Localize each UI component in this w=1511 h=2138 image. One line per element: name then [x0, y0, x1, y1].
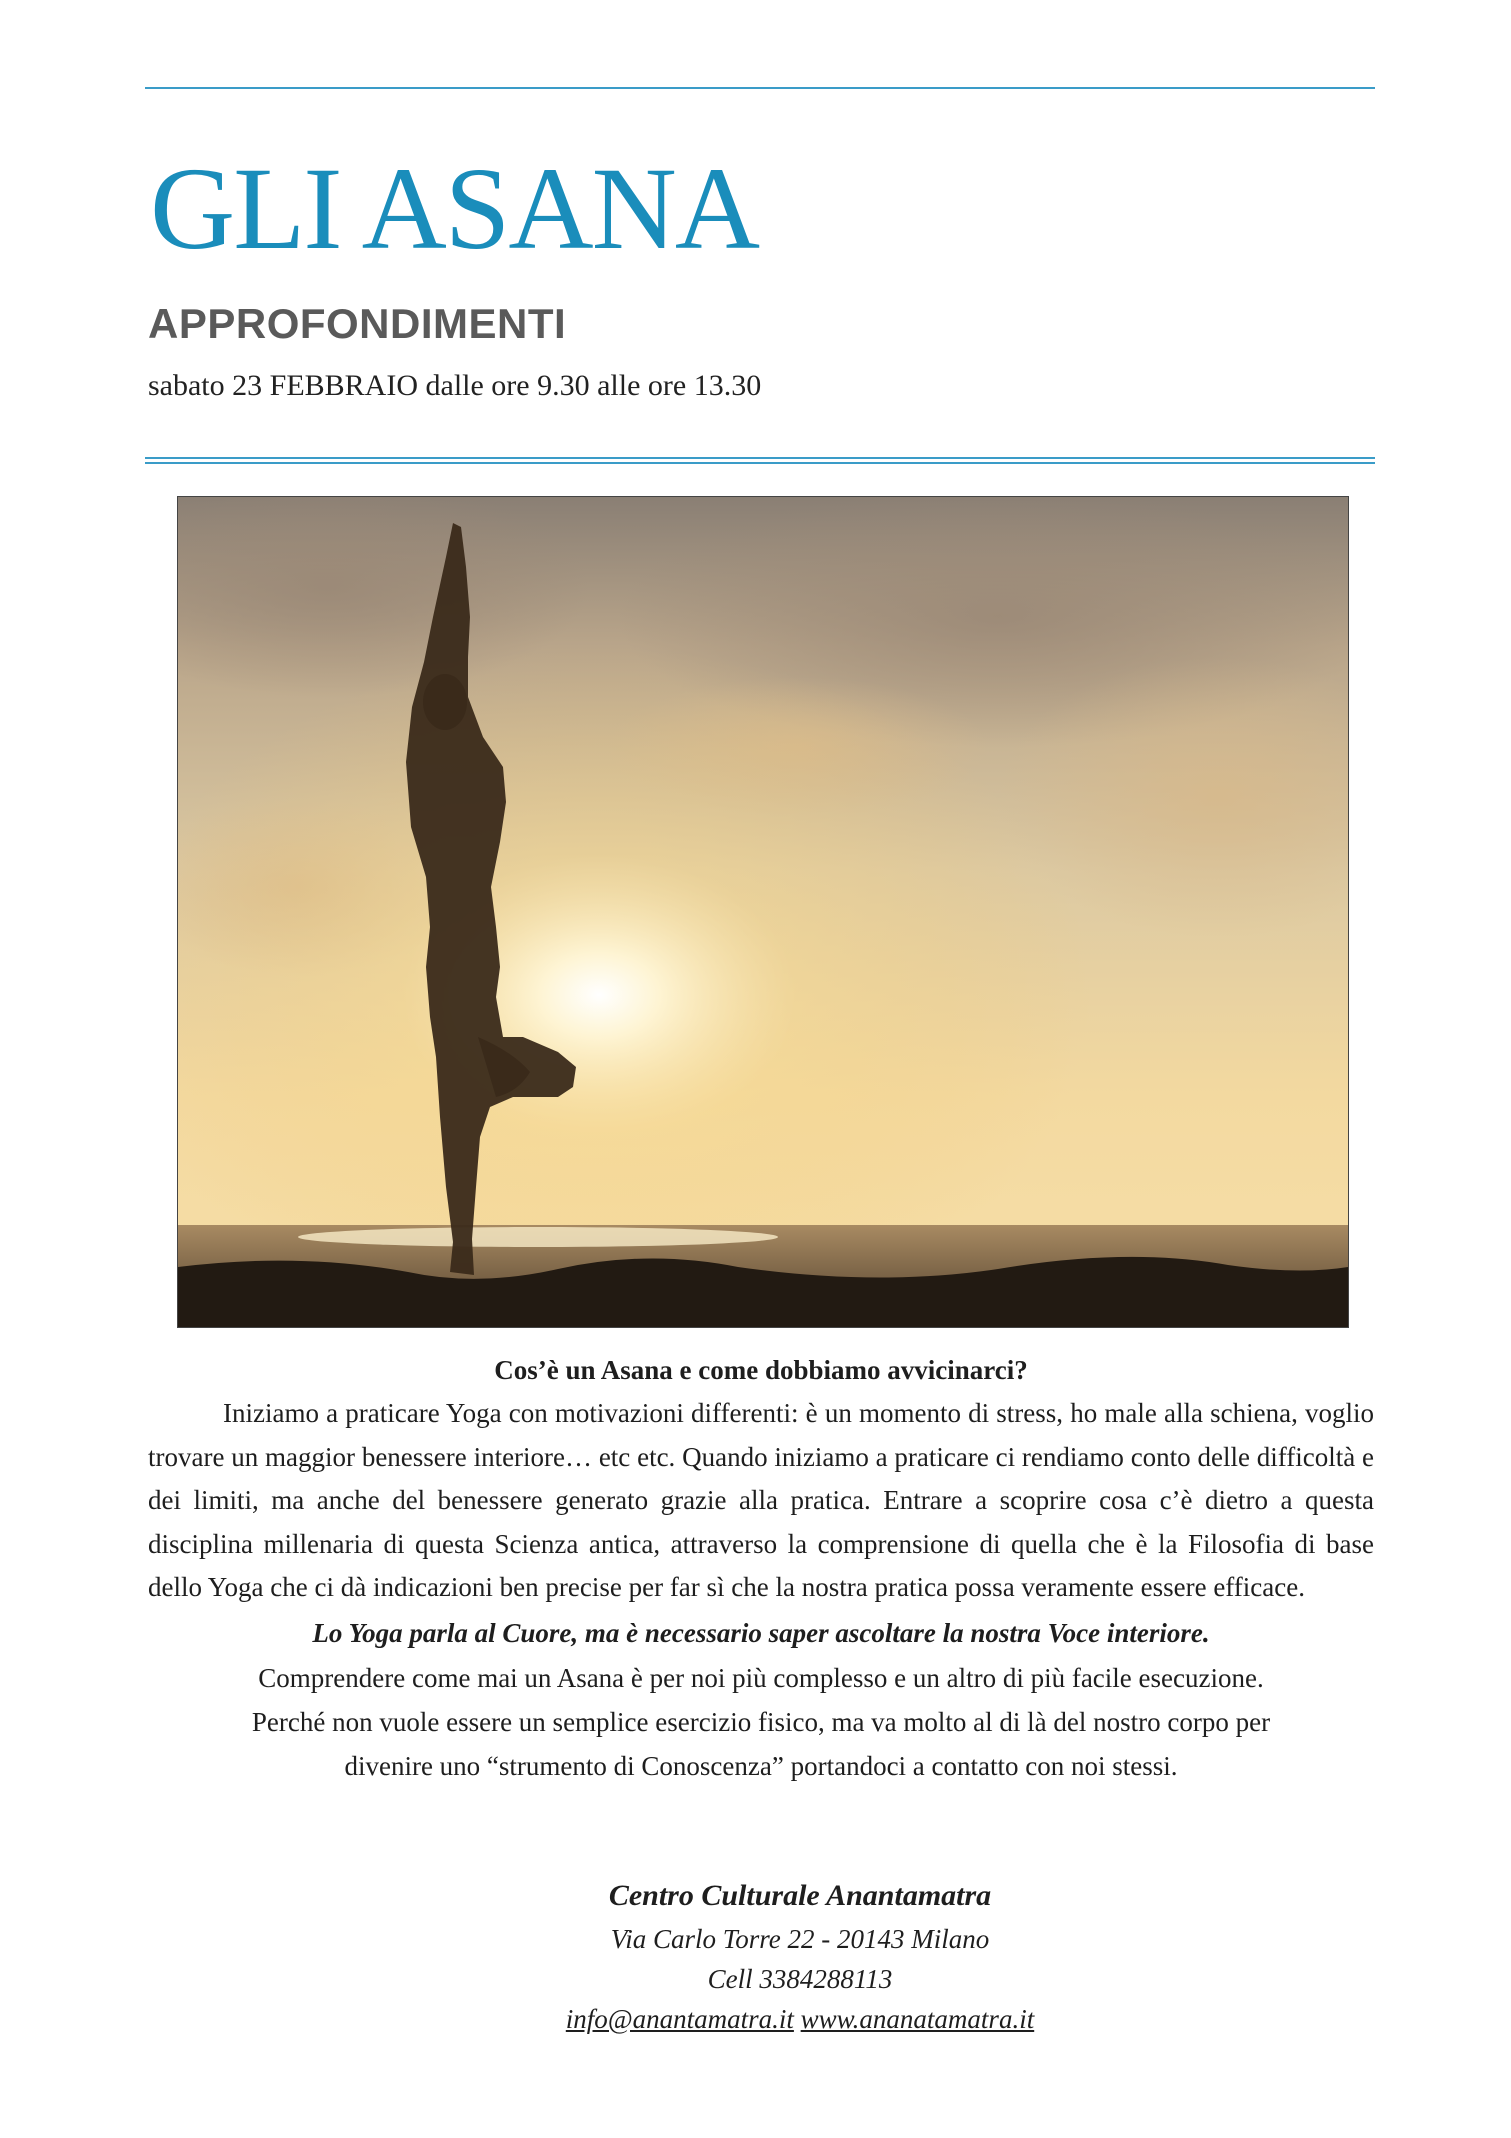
double-rule — [145, 457, 1375, 464]
motto: Lo Yoga parla al Cuore, ma è necessario saper ascoltare la nostra Voce interiore. — [312, 1617, 1210, 1648]
top-rule — [145, 87, 1375, 89]
website-link[interactable]: www.ananatamatra.it — [800, 2004, 1035, 2034]
description-line-1: Comprendere come mai un Asana è per noi più complesso e un altro di più facile esecuzione. — [258, 1662, 1264, 1693]
description-block — [148, 1348, 1374, 1788]
phone: Cell 3384288113 — [707, 1964, 893, 1994]
contact-footer — [148, 1873, 1452, 2039]
section-question: Cos’è un Asana e come dobbiamo avvicinarci? — [494, 1355, 1028, 1385]
event-date: sabato 23 FEBBRAIO dalle ore 9.30 alle ore 13.30 — [148, 369, 762, 402]
description-paragraph: Iniziamo a praticare Yoga con motivazioni differenti: è un momento di stress, ho male alla schiena, voglio trovare un maggior benessere interiore… etc etc. Quando iniziamo a praticare ci rendiamo conto delle difficoltà e dei limiti, ma anche del benessere generato grazie alla pratica. Entrare a scoprire cosa c’è dietro a questa disciplina millenaria di questa Scienza antica, attraverso la comprensione di quella che è la Filosofia di base dello Yoga che ci dà indicazioni ben precise per far sì che la nostra pratica possa veramente essere efficace. — [148, 1398, 1374, 1602]
contact-links — [148, 1999, 1452, 2039]
yoga-silhouette-sunset-image — [177, 496, 1349, 1328]
description-line-3: divenire uno “strumento di Conoscenza” portandoci a contatto con noi stessi. — [344, 1750, 1178, 1781]
organization-name: Centro Culturale Anantamatra — [608, 1879, 992, 1912]
page-title: GLI ASANA — [150, 143, 759, 274]
description-line-2: Perché non vuole essere un semplice esercizio fisico, ma va molto al di là del nostro corpo per — [251, 1706, 1271, 1737]
address: Via Carlo Torre 22 - 20143 Milano — [610, 1924, 990, 1954]
email-link[interactable]: info@anantamatra.it — [565, 2004, 794, 2034]
page-subtitle: APPROFONDIMENTI — [148, 300, 567, 347]
